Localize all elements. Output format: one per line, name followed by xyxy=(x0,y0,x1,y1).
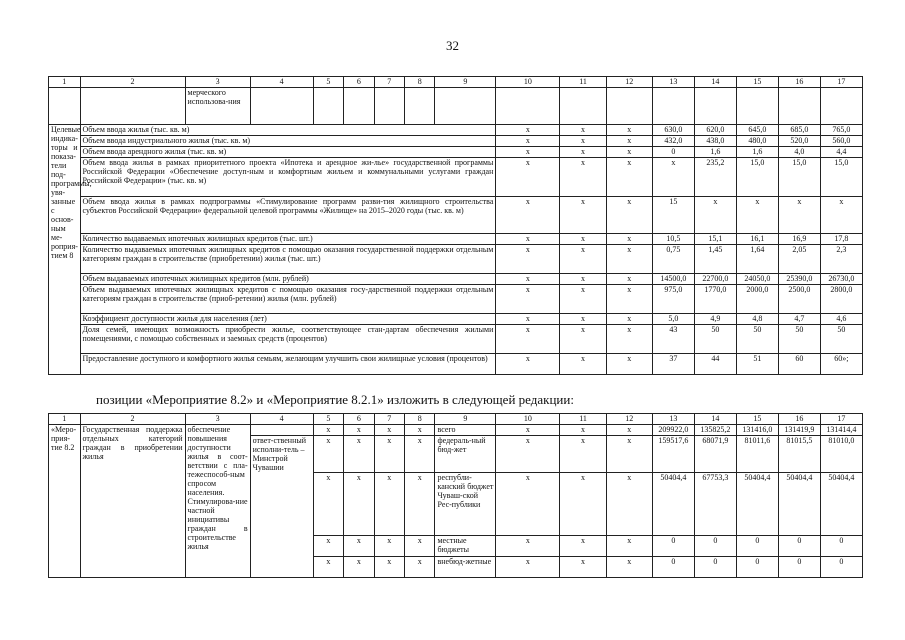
cell-col12: x xyxy=(606,136,652,147)
column-number: 12 xyxy=(606,77,652,88)
indicator-value: 1770,0 xyxy=(694,285,736,314)
cell-col8: x xyxy=(405,557,435,578)
indicators-table xyxy=(48,76,863,375)
indicator-name: Количество выдаваемых ипотечных жилищных кредитов (тыс. шт.) xyxy=(80,234,496,245)
empty-cell xyxy=(694,88,736,125)
cell-col7: x xyxy=(374,425,404,436)
funding-value: 131419,9 xyxy=(778,425,820,436)
funding-value: 81011,6 xyxy=(736,436,778,473)
funding-value: 81015,5 xyxy=(778,436,820,473)
cell-col12: x xyxy=(606,425,652,436)
indicator-name: Объем ввода арендного жилья (тыс. кв. м) xyxy=(80,147,496,158)
indicator-name: Объем ввода жилья (тыс. кв. м) xyxy=(80,125,496,136)
indicator-value: 50 xyxy=(694,325,736,354)
cell-col10: x xyxy=(496,473,560,536)
measure-title: Государственная поддержка отдельных категорий граждан в приобретении жилья xyxy=(80,425,185,578)
indicator-value: 235,2 xyxy=(694,158,736,197)
column-number-row xyxy=(49,77,863,88)
column-number: 17 xyxy=(820,414,862,425)
column-number: 2 xyxy=(80,414,185,425)
indicator-value: 50 xyxy=(820,325,862,354)
funding-value: 0 xyxy=(778,557,820,578)
indicator-value: x xyxy=(820,197,862,234)
cell-col11: x xyxy=(560,125,606,136)
indicator-value: 438,0 xyxy=(694,136,736,147)
empty-cell xyxy=(820,88,862,125)
measure-number: «Меро-прия-тие 8.2 xyxy=(49,425,81,578)
funding-value: 50404,4 xyxy=(736,473,778,536)
cell-col11: x xyxy=(560,234,606,245)
empty-cell xyxy=(778,88,820,125)
funding-value: 159517,6 xyxy=(652,436,694,473)
indicator-value: 685,0 xyxy=(778,125,820,136)
indicator-value: 1,6 xyxy=(694,147,736,158)
column-number: 16 xyxy=(778,77,820,88)
indicator-row xyxy=(49,314,863,325)
column-number: 3 xyxy=(185,414,250,425)
cell-col6: x xyxy=(344,473,374,536)
cell-col11: x xyxy=(560,325,606,354)
indicator-value: 4,4 xyxy=(820,147,862,158)
indicator-value: x xyxy=(778,197,820,234)
funding-value: 0 xyxy=(736,557,778,578)
cell-col10: x xyxy=(496,136,560,147)
indicator-value: 25390,0 xyxy=(778,274,820,285)
cell-col12: x xyxy=(606,234,652,245)
indicator-value: 2,3 xyxy=(820,245,862,274)
empty-cell xyxy=(560,88,606,125)
funding-value: 0 xyxy=(736,536,778,557)
indicator-value: 975,0 xyxy=(652,285,694,314)
funding-source: республи-канский бюджет Чуваш-ской Рес-публики xyxy=(435,473,496,536)
funding-value: 0 xyxy=(778,536,820,557)
measure-goal: обеспечение повышения доступности жилья в соот-ветствии с пла-тежеспособ-ным спросом населения. Стимулирова-ние частной инициативы граждан в строительстве жилья xyxy=(185,425,250,578)
empty-cell xyxy=(313,88,343,125)
column-number: 10 xyxy=(496,414,560,425)
indicator-name: Предоставление доступного и комфортного жилья семьям, желающим улучшить свои жилищные условия (процентов) xyxy=(80,354,496,375)
indicator-row xyxy=(49,158,863,197)
empty-cell xyxy=(250,88,313,125)
continued-text-cell: мерческого использова-ния xyxy=(185,88,250,125)
indicator-value: 15 xyxy=(652,197,694,234)
empty-cell xyxy=(435,88,496,125)
column-number: 7 xyxy=(374,414,404,425)
indicator-value: 620,0 xyxy=(694,125,736,136)
indicator-row xyxy=(49,234,863,245)
empty-cell xyxy=(344,88,374,125)
indicator-value: 0 xyxy=(652,147,694,158)
funding-source: местные бюджеты xyxy=(435,536,496,557)
cell-col5: x xyxy=(313,425,343,436)
funding-value: 0 xyxy=(820,536,862,557)
funding-value: 50404,4 xyxy=(652,473,694,536)
cell-col6: x xyxy=(344,425,374,436)
cell-col6: x xyxy=(344,436,374,473)
funding-value: 135825,2 xyxy=(694,425,736,436)
funding-value: 81010,0 xyxy=(820,436,862,473)
indicator-value: 4,9 xyxy=(694,314,736,325)
indicator-name: Объем выдаваемых ипотечных жилищных кредитов с помощью оказания госу-дарственной поддержки отдельным категориям граждан в строительстве (приоб-ретении) жилья (млн. рублей) xyxy=(80,285,496,314)
cell-col10: x xyxy=(496,158,560,197)
indicator-value: 51 xyxy=(736,354,778,375)
indicator-value: 2000,0 xyxy=(736,285,778,314)
empty-cell xyxy=(736,88,778,125)
cell-col10: x xyxy=(496,354,560,375)
indicator-value: 1,6 xyxy=(736,147,778,158)
cell-col10: x xyxy=(496,125,560,136)
indicator-value: 37 xyxy=(652,354,694,375)
empty-cell xyxy=(374,88,404,125)
cell-col12: x xyxy=(606,325,652,354)
indicator-value: x xyxy=(736,197,778,234)
continuation-row xyxy=(49,88,863,125)
funding-value: 131416,0 xyxy=(736,425,778,436)
funding-value: 67753,3 xyxy=(694,473,736,536)
column-number: 16 xyxy=(778,414,820,425)
funding-value: 209922,0 xyxy=(652,425,694,436)
funding-value: 0 xyxy=(694,536,736,557)
indicator-group-label: Целевые индика-торы и показа-тели под-программы, увя-занные с основ-ным ме-роприя-тием 8 xyxy=(49,125,81,375)
indicator-value: 44 xyxy=(694,354,736,375)
cell-col11: x xyxy=(560,136,606,147)
cell-col12: x xyxy=(606,557,652,578)
indicator-value: 1,64 xyxy=(736,245,778,274)
cell-col10: x xyxy=(496,325,560,354)
cell-col11: x xyxy=(560,557,606,578)
indicator-value: 50 xyxy=(736,325,778,354)
cell-col8: x xyxy=(405,473,435,536)
column-number: 8 xyxy=(405,77,435,88)
column-number: 10 xyxy=(496,77,560,88)
indicator-value: 630,0 xyxy=(652,125,694,136)
empty-cell xyxy=(405,88,435,125)
indicator-row xyxy=(49,125,863,136)
column-number: 6 xyxy=(344,414,374,425)
indicator-name: Коэффициент доступности жилья для населения (лет) xyxy=(80,314,496,325)
indicator-row xyxy=(49,325,863,354)
indicator-value: 43 xyxy=(652,325,694,354)
indicator-row xyxy=(49,136,863,147)
cell-col11: x xyxy=(560,245,606,274)
indicator-value: 14500,0 xyxy=(652,274,694,285)
indicator-value: 765,0 xyxy=(820,125,862,136)
indicator-value: 15,0 xyxy=(820,158,862,197)
cell-col12: x xyxy=(606,436,652,473)
column-number: 13 xyxy=(652,414,694,425)
indicator-value: 15,0 xyxy=(778,158,820,197)
empty-cell xyxy=(496,88,560,125)
cell-col11: x xyxy=(560,536,606,557)
cell-col11: x xyxy=(560,314,606,325)
column-number: 13 xyxy=(652,77,694,88)
indicator-row xyxy=(49,197,863,234)
indicator-value: 4,8 xyxy=(736,314,778,325)
column-number: 11 xyxy=(560,77,606,88)
funding-value: 68071,9 xyxy=(694,436,736,473)
indicator-value: 2,05 xyxy=(778,245,820,274)
cell-col7: x xyxy=(374,436,404,473)
column-number: 11 xyxy=(560,414,606,425)
funding-value: 50404,4 xyxy=(820,473,862,536)
indicator-value: 520,0 xyxy=(778,136,820,147)
column-number: 8 xyxy=(405,414,435,425)
cell-col10: x xyxy=(496,314,560,325)
cell-col11: x xyxy=(560,147,606,158)
funding-value: 50404,4 xyxy=(778,473,820,536)
indicator-name: Объем выдаваемых ипотечных жилищных кредитов (млн. рублей) xyxy=(80,274,496,285)
column-number: 15 xyxy=(736,77,778,88)
cell-col12: x xyxy=(606,354,652,375)
indicator-name: Объем ввода жилья в рамках приоритетного проекта «Ипотека и арендное жи-лье» государственной программы Российской Федерации «Обеспечение доступ-ным и комфортным жильем и коммунальными услугами граждан Российской Федерации» (тыс. кв. м) xyxy=(80,158,496,197)
indicator-name: Доля семей, имеющих возможность приобрести жилье, соответствующее стан-дартам обеспечения жилыми помещениями, с помощью собственных и заемных средств (процентов) xyxy=(80,325,496,354)
indicator-row xyxy=(49,147,863,158)
column-number: 15 xyxy=(736,414,778,425)
funding-value: 0 xyxy=(652,536,694,557)
cell-col10: x xyxy=(496,285,560,314)
indicator-value: 480,0 xyxy=(736,136,778,147)
cell-col8: x xyxy=(405,436,435,473)
cell-col10: x xyxy=(496,536,560,557)
cell-col10: x xyxy=(496,234,560,245)
indicator-value: 17,8 xyxy=(820,234,862,245)
column-number: 5 xyxy=(313,77,343,88)
indicator-value: 1,45 xyxy=(694,245,736,274)
column-number: 2 xyxy=(80,77,185,88)
indicator-value: 50 xyxy=(778,325,820,354)
empty-cell xyxy=(250,425,313,436)
indicator-value: 0,75 xyxy=(652,245,694,274)
cell-col12: x xyxy=(606,314,652,325)
cell-col5: x xyxy=(313,436,343,473)
indicator-value: 2800,0 xyxy=(820,285,862,314)
indicator-value: 432,0 xyxy=(652,136,694,147)
cell-col11: x xyxy=(560,197,606,234)
column-number-row xyxy=(49,414,863,425)
empty-cell xyxy=(652,88,694,125)
measure-row xyxy=(49,425,863,436)
indicator-value: 60 xyxy=(778,354,820,375)
column-number: 9 xyxy=(435,414,496,425)
cell-col5: x xyxy=(313,557,343,578)
cell-col10: x xyxy=(496,425,560,436)
indicator-value: 16,1 xyxy=(736,234,778,245)
indicator-value: 24050,0 xyxy=(736,274,778,285)
cell-col11: x xyxy=(560,473,606,536)
column-number: 17 xyxy=(820,77,862,88)
cell-col11: x xyxy=(560,354,606,375)
cell-col10: x xyxy=(496,557,560,578)
indicator-name: Объем ввода индустриального жилья (тыс. кв. м) xyxy=(80,136,496,147)
cell-col5: x xyxy=(313,473,343,536)
indicator-value: 15,1 xyxy=(694,234,736,245)
column-number: 3 xyxy=(185,77,250,88)
funding-value: 0 xyxy=(652,557,694,578)
cell-col11: x xyxy=(560,274,606,285)
cell-col12: x xyxy=(606,125,652,136)
cell-col7: x xyxy=(374,536,404,557)
cell-col5: x xyxy=(313,536,343,557)
cell-col7: x xyxy=(374,473,404,536)
cell-col12: x xyxy=(606,158,652,197)
cell-col6: x xyxy=(344,557,374,578)
measure-table xyxy=(48,413,863,578)
funding-source: федераль-ный бюд-жет xyxy=(435,436,496,473)
cell-col7: x xyxy=(374,557,404,578)
column-number: 1 xyxy=(49,414,81,425)
cell-col11: x xyxy=(560,436,606,473)
indicator-value: 2500,0 xyxy=(778,285,820,314)
indicator-value: 560,0 xyxy=(820,136,862,147)
empty-cell xyxy=(606,88,652,125)
cell-col12: x xyxy=(606,274,652,285)
empty-cell xyxy=(49,88,81,125)
indicator-value: 4,6 xyxy=(820,314,862,325)
funding-source: всего xyxy=(435,425,496,436)
indicator-row xyxy=(49,354,863,375)
indicator-value: 5,0 xyxy=(652,314,694,325)
cell-col10: x xyxy=(496,274,560,285)
indicator-value: 645,0 xyxy=(736,125,778,136)
cell-col12: x xyxy=(606,245,652,274)
indicator-row xyxy=(49,285,863,314)
column-number: 14 xyxy=(694,77,736,88)
cell-col12: x xyxy=(606,536,652,557)
cell-col12: x xyxy=(606,473,652,536)
indicator-row xyxy=(49,274,863,285)
indicator-value: x xyxy=(652,158,694,197)
measure-executor: ответ-ственный исполни-тель – Минстрой Чувашии xyxy=(250,436,313,578)
column-number: 6 xyxy=(344,77,374,88)
cell-col11: x xyxy=(560,285,606,314)
cell-col11: x xyxy=(560,158,606,197)
column-number: 4 xyxy=(250,414,313,425)
cell-col10: x xyxy=(496,197,560,234)
funding-source: внебюд-жетные xyxy=(435,557,496,578)
cell-col12: x xyxy=(606,147,652,158)
cell-col12: x xyxy=(606,285,652,314)
indicator-name: Количество выдаваемых ипотечных жилищных кредитов с помощью оказания государственной поддержки отдельным категориям граждан в строительстве (приобретении) жилья (тыс. шт.) xyxy=(80,245,496,274)
cell-col10: x xyxy=(496,436,560,473)
indicator-value: 10,5 xyxy=(652,234,694,245)
column-number: 1 xyxy=(49,77,81,88)
indicator-value: 16,9 xyxy=(778,234,820,245)
indicator-value: 4,0 xyxy=(778,147,820,158)
page-number: 32 xyxy=(446,38,459,53)
cell-col12: x xyxy=(606,197,652,234)
cell-col10: x xyxy=(496,245,560,274)
indicator-value: 22700,0 xyxy=(694,274,736,285)
cell-col8: x xyxy=(405,425,435,436)
indicator-value: 60»; xyxy=(820,354,862,375)
cell-col8: x xyxy=(405,536,435,557)
indicator-value: x xyxy=(694,197,736,234)
column-number: 5 xyxy=(313,414,343,425)
indicator-value: 4,7 xyxy=(778,314,820,325)
funding-value: 0 xyxy=(820,557,862,578)
column-number: 7 xyxy=(374,77,404,88)
empty-cell xyxy=(80,88,185,125)
column-number: 9 xyxy=(435,77,496,88)
indicator-row xyxy=(49,245,863,274)
section-instruction: позиции «Мероприятие 8.2» и «Мероприятие 8.2.1» изложить в следующей редакции: xyxy=(96,392,574,407)
column-number: 14 xyxy=(694,414,736,425)
cell-col6: x xyxy=(344,536,374,557)
cell-col11: x xyxy=(560,425,606,436)
indicator-name: Объем ввода жилья в рамках подпрограммы «Стимулирование программ разви-тия жилищного строительства субъектов Российской Федерации» федеральной целевой программы «Жилище» на 2015–2020 годы (тыс. кв. м) xyxy=(80,197,496,234)
cell-col10: x xyxy=(496,147,560,158)
funding-value: 0 xyxy=(694,557,736,578)
indicator-value: 26730,0 xyxy=(820,274,862,285)
column-number: 12 xyxy=(606,414,652,425)
funding-value: 131414,4 xyxy=(820,425,862,436)
column-number: 4 xyxy=(250,77,313,88)
indicator-value: 15,0 xyxy=(736,158,778,197)
